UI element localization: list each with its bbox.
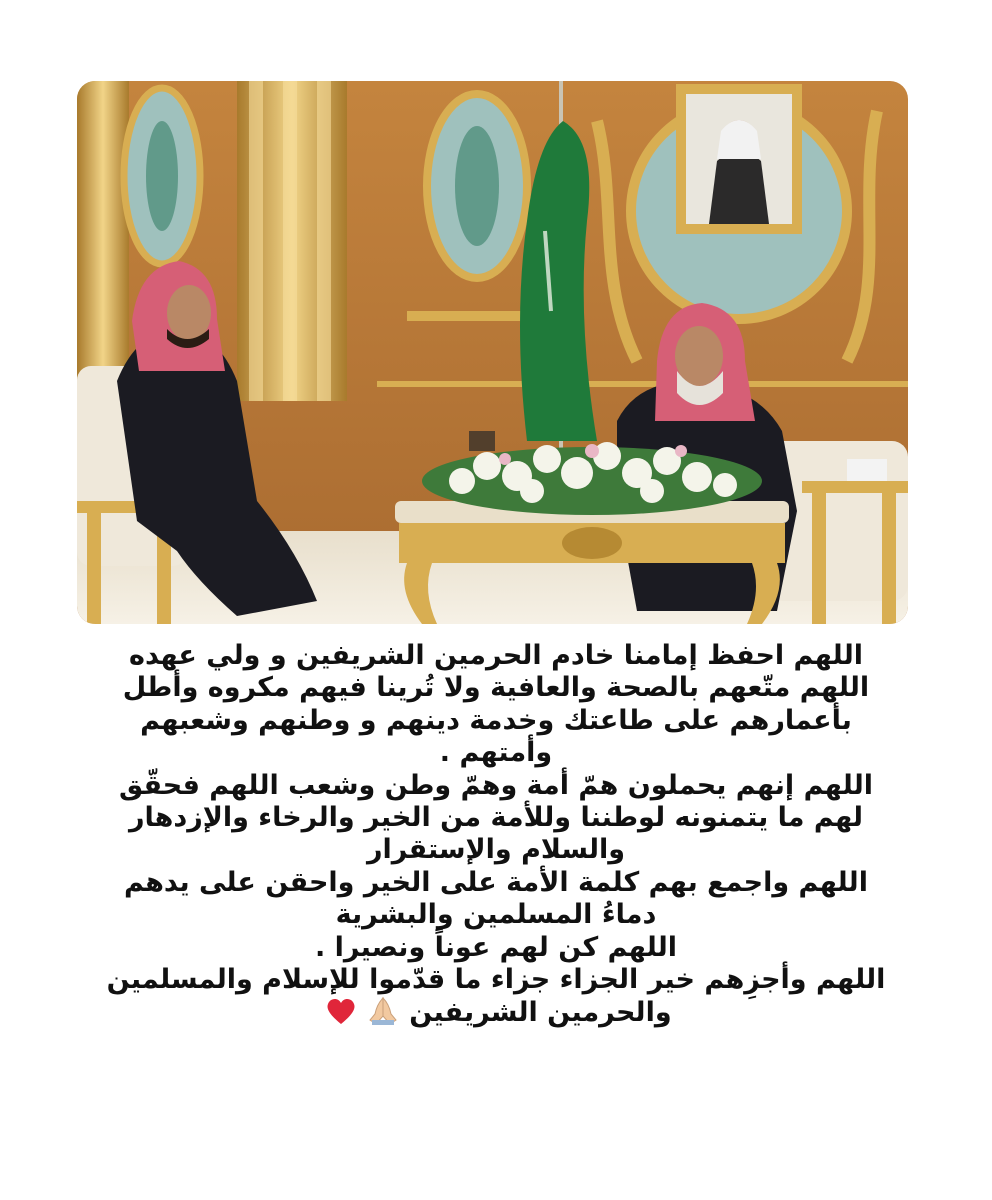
prayer-line: والحرمين الشريفين — [409, 997, 672, 1029]
side-table-right — [802, 481, 908, 493]
prayer-line: والسلام والإستقرار — [366, 834, 626, 866]
prayer-line: وأمتهم . — [439, 737, 553, 769]
prayer-line: اللهم احفظ إمامنا خادم الحرمين الشريفين و ولي عهده — [129, 640, 863, 671]
praying-hands-icon — [366, 996, 400, 1026]
meeting-photo — [77, 81, 908, 624]
red-heart-icon — [326, 997, 356, 1025]
prayer-line-last — [80, 996, 912, 1029]
prayer-line: اللهم واجمع بهم كلمة الأمة على الخير واحقن على يدهم — [124, 866, 868, 898]
prayer-text — [80, 640, 912, 1030]
prayer-line: اللهم وأجزِهم خير الجزاء جزاء ما قدّموا للإسلام والمسلمين — [106, 964, 886, 996]
prayer-line: دماءُ المسلمين والبشرية — [335, 899, 657, 931]
gold-column-left — [77, 81, 129, 381]
prayer-line: اللهم كن لهم عوناً ونصيرا . — [314, 931, 678, 963]
prayer-line: اللهم إنهم يحملون همّ أمة وهمّ وطن وشعب اللهم فحقّق — [119, 769, 873, 801]
prayer-line: اللهم متّعهم بالصحة والعافية ولا تُرينا فيهم مكروه وأطل — [122, 672, 870, 704]
meeting-photo-illustration — [77, 81, 908, 624]
prayer-line: لهم ما يتمنونه لوطننا وللأمة من الخير والرخاء والإزدهار — [128, 802, 864, 834]
prayer-line: بأعمارهم على طاعتك وخدمة دينهم و وطنهم وشعبهم — [140, 704, 852, 736]
